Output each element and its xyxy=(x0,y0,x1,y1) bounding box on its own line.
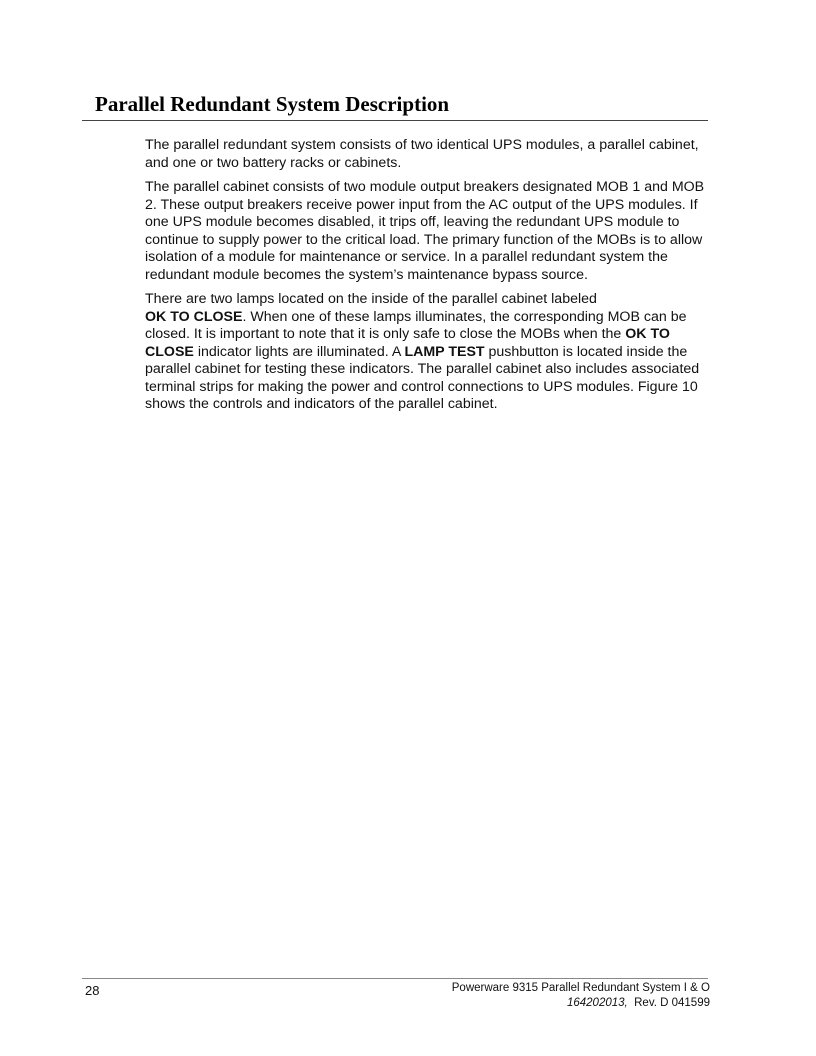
title-divider xyxy=(82,120,708,121)
lamps-text-4: pushbutton is located inside the parallel cabinet for testing these indicators. The parallel cabinet also includes associated terminal strips for making the power and control connections to UPS modules. Figure 10 shows the controls and indicators of the parallel cabinet. xyxy=(145,343,700,412)
paragraph-lamps xyxy=(145,291,705,414)
lamp-test-label: LAMP TEST xyxy=(404,343,485,360)
footer-revision-line xyxy=(452,996,710,1011)
lamps-text-2: . When one of these lamps illuminates, the corresponding MOB can be closed. It is important to note that it is only safe to close the MOBs when the xyxy=(145,308,687,342)
footer-part-number: 164202013, xyxy=(566,997,628,1009)
footer-document-info xyxy=(452,981,710,1011)
paragraph-system-overview: The parallel redundant system consists of two identical UPS modules, a parallel cabinet, and one or two battery racks or cabinets. xyxy=(145,137,699,171)
ok-to-close-label-1: OK TO CLOSE xyxy=(145,308,243,325)
paragraph-parallel-cabinet: The parallel cabinet consists of two module output breakers designated MOB 1 and MOB 2. These output breakers receive power input from the AC output of the UPS modules. If one UPS module becomes disabled, it trips off, leaving the redundant UPS module to continue to supply power to the critical load. The primary function of the MOBs is to allow isolation of a module for maintenance or service. In a parallel redundant system the redundant module becomes the system’s maintenance bypass source. xyxy=(145,179,705,283)
lamps-text-3: indicator lights are illuminated. A xyxy=(193,343,405,360)
footer-doc-title: Powerware 9315 Parallel Redundant System I & O xyxy=(451,982,710,994)
footer-revision: Rev. D 041599 xyxy=(634,997,710,1009)
body-content xyxy=(145,137,705,421)
lamps-text-1: There are two lamps located on the inside of the parallel cabinet labeled xyxy=(145,291,597,307)
footer-divider xyxy=(82,978,708,979)
page-number: 28 xyxy=(85,983,100,998)
page-title: Parallel Redundant System Description xyxy=(95,92,450,116)
ok-to-close-label-2: OK TO CLOSE xyxy=(145,326,670,360)
